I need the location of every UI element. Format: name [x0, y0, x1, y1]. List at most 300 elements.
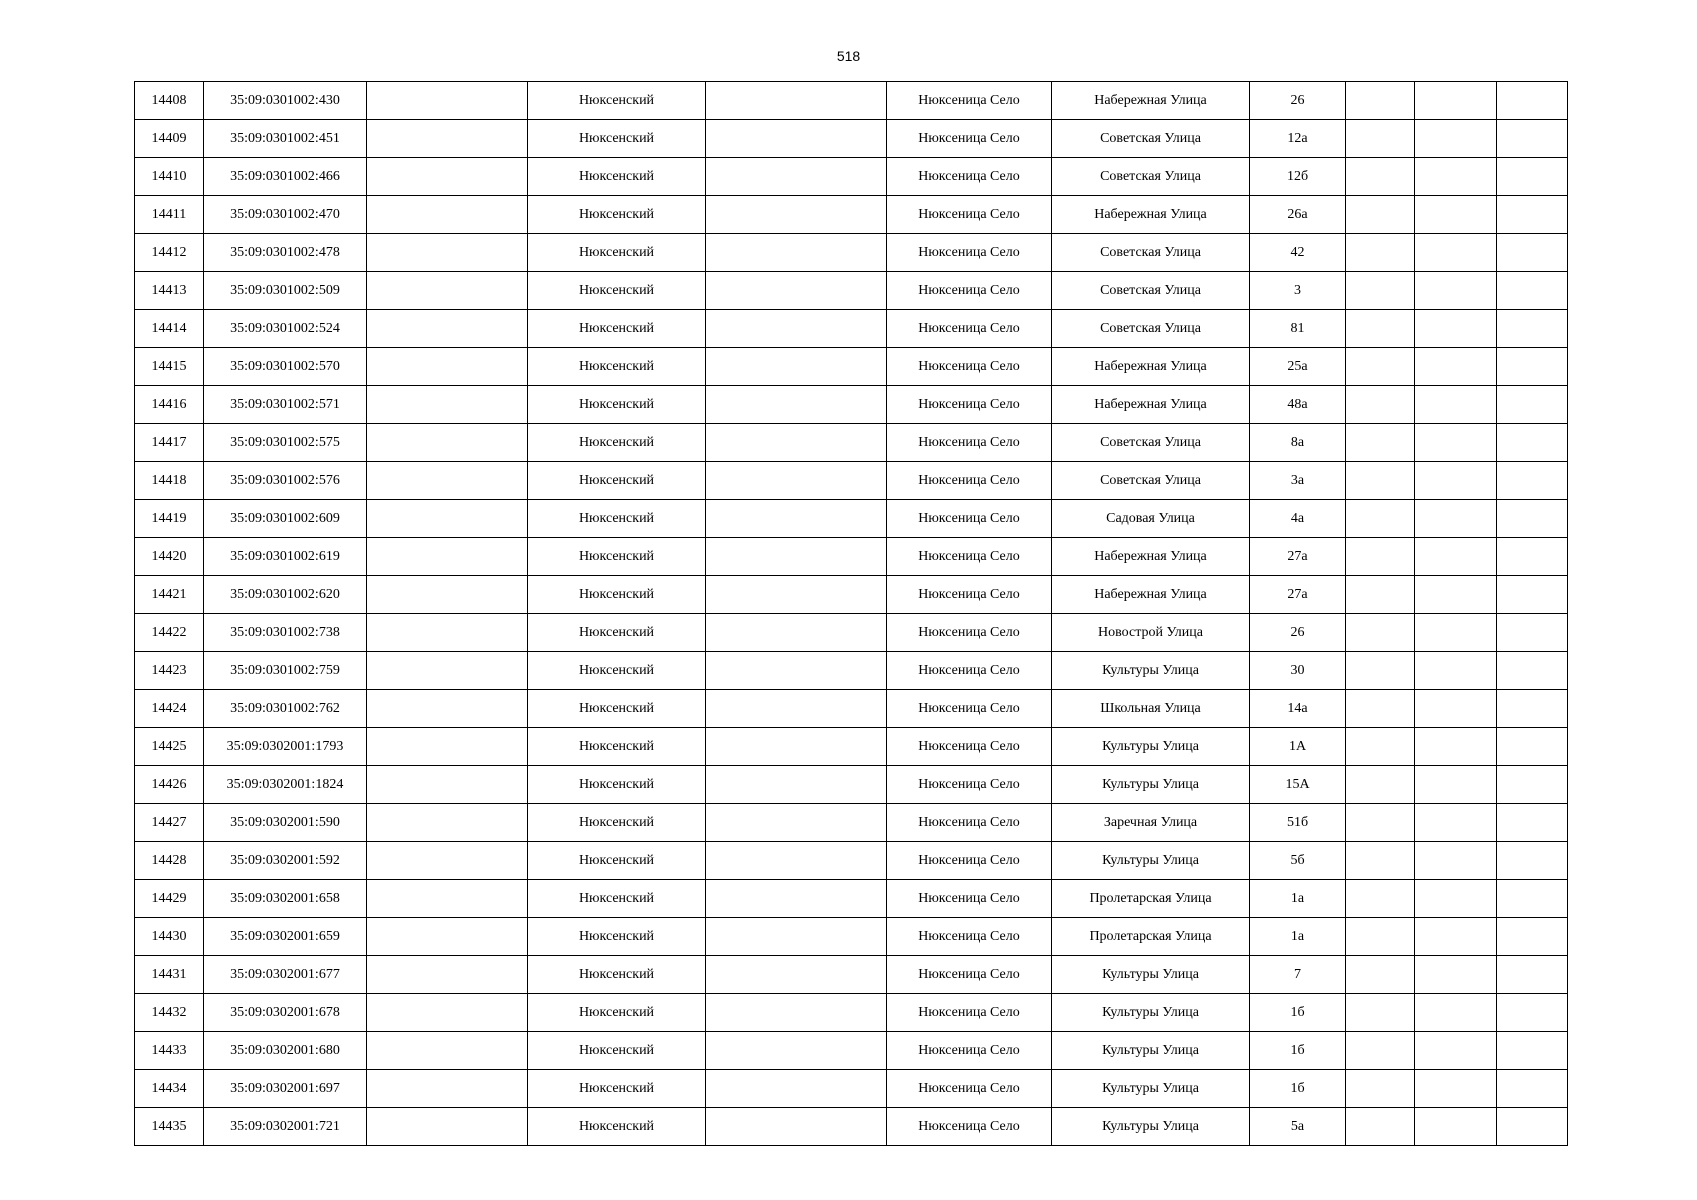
cell-district: Нюксенский — [528, 1070, 706, 1108]
cell-cadastral-number: 35:09:0302001:678 — [204, 994, 367, 1032]
table-row — [135, 766, 1568, 804]
cell-district: Нюксенский — [528, 652, 706, 690]
cell-district: Нюксенский — [528, 158, 706, 196]
cell-district: Нюксенский — [528, 82, 706, 120]
cell-empty — [1497, 82, 1568, 120]
cell-empty — [706, 956, 887, 994]
cell-street: Советская Улица — [1052, 120, 1250, 158]
cell-street: Культуры Улица — [1052, 1032, 1250, 1070]
cell-empty — [1497, 462, 1568, 500]
table-row — [135, 842, 1568, 880]
table-row — [135, 956, 1568, 994]
cell-empty — [1415, 272, 1497, 310]
cell-cadastral-number: 35:09:0301002:576 — [204, 462, 367, 500]
cell-locality: Нюксеница Село — [887, 994, 1052, 1032]
cell-empty — [367, 918, 528, 956]
cell-district: Нюксенский — [528, 994, 706, 1032]
cell-locality: Нюксеница Село — [887, 196, 1052, 234]
cell-empty — [706, 500, 887, 538]
cell-empty — [1346, 652, 1415, 690]
cell-empty — [1346, 576, 1415, 614]
cell-empty — [1415, 348, 1497, 386]
table-row — [135, 82, 1568, 120]
cell-empty — [1497, 1032, 1568, 1070]
cell-empty — [1346, 728, 1415, 766]
cell-street: Советская Улица — [1052, 158, 1250, 196]
cell-empty — [367, 804, 528, 842]
cell-district: Нюксенский — [528, 234, 706, 272]
table-row — [135, 120, 1568, 158]
cell-house-number: 26 — [1250, 82, 1346, 120]
cell-locality: Нюксеница Село — [887, 690, 1052, 728]
cell-record-number: 14414 — [135, 310, 204, 348]
cell-empty — [1497, 1108, 1568, 1146]
table-row — [135, 234, 1568, 272]
cell-record-number: 14419 — [135, 500, 204, 538]
cell-house-number: 12б — [1250, 158, 1346, 196]
table-row — [135, 994, 1568, 1032]
cell-house-number: 3а — [1250, 462, 1346, 500]
cell-empty — [1497, 272, 1568, 310]
cell-empty — [706, 728, 887, 766]
cell-house-number: 15А — [1250, 766, 1346, 804]
cell-empty — [1497, 842, 1568, 880]
cell-empty — [367, 576, 528, 614]
cell-empty — [367, 500, 528, 538]
cell-empty — [367, 690, 528, 728]
cell-record-number: 14410 — [135, 158, 204, 196]
cell-cadastral-number: 35:09:0301002:466 — [204, 158, 367, 196]
cell-empty — [706, 196, 887, 234]
cell-empty — [1346, 1032, 1415, 1070]
cell-street: Набережная Улица — [1052, 348, 1250, 386]
cell-street: Набережная Улица — [1052, 576, 1250, 614]
cell-empty — [1346, 424, 1415, 462]
cell-cadastral-number: 35:09:0302001:592 — [204, 842, 367, 880]
cell-empty — [1415, 1108, 1497, 1146]
cell-district: Нюксенский — [528, 386, 706, 424]
cell-street: Заречная Улица — [1052, 804, 1250, 842]
cell-cadastral-number: 35:09:0301002:509 — [204, 272, 367, 310]
cell-empty — [367, 994, 528, 1032]
cell-empty — [1497, 728, 1568, 766]
cell-house-number: 3 — [1250, 272, 1346, 310]
cell-cadastral-number: 35:09:0302001:659 — [204, 918, 367, 956]
cell-empty — [367, 348, 528, 386]
cell-empty — [1346, 120, 1415, 158]
cell-record-number: 14412 — [135, 234, 204, 272]
cell-empty — [706, 766, 887, 804]
cell-record-number: 14420 — [135, 538, 204, 576]
cell-street: Пролетарская Улица — [1052, 880, 1250, 918]
cell-street: Культуры Улица — [1052, 1070, 1250, 1108]
cell-empty — [1415, 652, 1497, 690]
cell-record-number: 14425 — [135, 728, 204, 766]
cell-street: Набережная Улица — [1052, 386, 1250, 424]
cell-house-number: 14а — [1250, 690, 1346, 728]
cell-house-number: 81 — [1250, 310, 1346, 348]
cell-locality: Нюксеница Село — [887, 538, 1052, 576]
cell-district: Нюксенский — [528, 766, 706, 804]
cell-district: Нюксенский — [528, 842, 706, 880]
cell-empty — [1415, 766, 1497, 804]
cell-empty — [1415, 234, 1497, 272]
cell-empty — [1497, 500, 1568, 538]
cell-locality: Нюксеница Село — [887, 614, 1052, 652]
cell-cadastral-number: 35:09:0301002:451 — [204, 120, 367, 158]
registry-table — [134, 81, 1568, 1146]
cell-street: Школьная Улица — [1052, 690, 1250, 728]
cell-empty — [1497, 956, 1568, 994]
cell-record-number: 14417 — [135, 424, 204, 462]
cell-empty — [1415, 120, 1497, 158]
cell-empty — [706, 994, 887, 1032]
cell-locality: Нюксеница Село — [887, 576, 1052, 614]
cell-empty — [1497, 1070, 1568, 1108]
cell-empty — [1346, 918, 1415, 956]
cell-street: Культуры Улица — [1052, 994, 1250, 1032]
cell-record-number: 14426 — [135, 766, 204, 804]
cell-district: Нюксенский — [528, 614, 706, 652]
cell-street: Советская Улица — [1052, 310, 1250, 348]
cell-empty — [706, 1070, 887, 1108]
cell-locality: Нюксеница Село — [887, 804, 1052, 842]
table-row — [135, 272, 1568, 310]
cell-empty — [1497, 310, 1568, 348]
cell-street: Культуры Улица — [1052, 956, 1250, 994]
cell-empty — [706, 842, 887, 880]
cell-house-number: 26 — [1250, 614, 1346, 652]
table-row — [135, 310, 1568, 348]
cell-record-number: 14408 — [135, 82, 204, 120]
cell-empty — [1415, 690, 1497, 728]
table-row — [135, 462, 1568, 500]
cell-locality: Нюксеница Село — [887, 272, 1052, 310]
cell-cadastral-number: 35:09:0302001:658 — [204, 880, 367, 918]
cell-district: Нюксенский — [528, 956, 706, 994]
table-row — [135, 728, 1568, 766]
cell-cadastral-number: 35:09:0302001:680 — [204, 1032, 367, 1070]
cell-empty — [1346, 1070, 1415, 1108]
cell-locality: Нюксеница Село — [887, 158, 1052, 196]
cell-locality: Нюксеница Село — [887, 500, 1052, 538]
cell-empty — [706, 386, 887, 424]
cell-empty — [706, 424, 887, 462]
cell-cadastral-number: 35:09:0302001:1824 — [204, 766, 367, 804]
table-row — [135, 158, 1568, 196]
cell-empty — [1415, 1032, 1497, 1070]
cell-empty — [1346, 158, 1415, 196]
cell-empty — [367, 766, 528, 804]
cell-empty — [367, 82, 528, 120]
cell-cadastral-number: 35:09:0301002:620 — [204, 576, 367, 614]
cell-record-number: 14435 — [135, 1108, 204, 1146]
table-row — [135, 538, 1568, 576]
cell-street: Культуры Улица — [1052, 1108, 1250, 1146]
cell-street: Советская Улица — [1052, 424, 1250, 462]
table-row — [135, 1108, 1568, 1146]
cell-empty — [1346, 196, 1415, 234]
cell-cadastral-number: 35:09:0301002:430 — [204, 82, 367, 120]
cell-locality: Нюксеница Село — [887, 386, 1052, 424]
cell-empty — [1415, 82, 1497, 120]
cell-locality: Нюксеница Село — [887, 918, 1052, 956]
cell-district: Нюксенский — [528, 538, 706, 576]
page-number: 518 — [836, 48, 861, 64]
cell-empty — [1415, 614, 1497, 652]
cell-street: Новострой Улица — [1052, 614, 1250, 652]
cell-district: Нюксенский — [528, 272, 706, 310]
cell-empty — [706, 234, 887, 272]
cell-empty — [1415, 918, 1497, 956]
cell-empty — [1415, 158, 1497, 196]
cell-district: Нюксенский — [528, 804, 706, 842]
cell-district: Нюксенский — [528, 424, 706, 462]
cell-empty — [367, 462, 528, 500]
cell-record-number: 14416 — [135, 386, 204, 424]
cell-street: Советская Улица — [1052, 462, 1250, 500]
cell-empty — [1415, 804, 1497, 842]
cell-house-number: 1б — [1250, 1032, 1346, 1070]
cell-house-number: 48а — [1250, 386, 1346, 424]
cell-record-number: 14431 — [135, 956, 204, 994]
cell-empty — [367, 234, 528, 272]
cell-empty — [1415, 424, 1497, 462]
cell-street: Культуры Улица — [1052, 766, 1250, 804]
cell-street: Садовая Улица — [1052, 500, 1250, 538]
cell-house-number: 1А — [1250, 728, 1346, 766]
cell-district: Нюксенский — [528, 1032, 706, 1070]
cell-empty — [1415, 462, 1497, 500]
cell-district: Нюксенский — [528, 576, 706, 614]
cell-record-number: 14423 — [135, 652, 204, 690]
cell-record-number: 14418 — [135, 462, 204, 500]
cell-record-number: 14429 — [135, 880, 204, 918]
cell-cadastral-number: 35:09:0301002:575 — [204, 424, 367, 462]
cell-record-number: 14422 — [135, 614, 204, 652]
cell-empty — [367, 652, 528, 690]
cell-house-number: 7 — [1250, 956, 1346, 994]
cell-empty — [1415, 310, 1497, 348]
table-row — [135, 880, 1568, 918]
cell-empty — [1346, 310, 1415, 348]
cell-empty — [1497, 690, 1568, 728]
cell-empty — [1346, 82, 1415, 120]
cell-cadastral-number: 35:09:0301002:478 — [204, 234, 367, 272]
cell-house-number: 26а — [1250, 196, 1346, 234]
table-row — [135, 614, 1568, 652]
cell-empty — [367, 196, 528, 234]
cell-empty — [1415, 196, 1497, 234]
cell-record-number: 14411 — [135, 196, 204, 234]
cell-cadastral-number: 35:09:0302001:1793 — [204, 728, 367, 766]
cell-empty — [1346, 348, 1415, 386]
cell-empty — [1415, 500, 1497, 538]
cell-record-number: 14433 — [135, 1032, 204, 1070]
cell-house-number: 5б — [1250, 842, 1346, 880]
cell-empty — [706, 652, 887, 690]
cell-empty — [367, 538, 528, 576]
cell-empty — [1346, 234, 1415, 272]
cell-empty — [1497, 994, 1568, 1032]
table-row — [135, 424, 1568, 462]
cell-empty — [1415, 956, 1497, 994]
cell-house-number: 1б — [1250, 1070, 1346, 1108]
cell-record-number: 14409 — [135, 120, 204, 158]
cell-record-number: 14427 — [135, 804, 204, 842]
cell-street: Советская Улица — [1052, 234, 1250, 272]
cell-district: Нюксенский — [528, 728, 706, 766]
cell-cadastral-number: 35:09:0301002:609 — [204, 500, 367, 538]
cell-locality: Нюксеница Село — [887, 842, 1052, 880]
cell-house-number: 8а — [1250, 424, 1346, 462]
cell-empty — [367, 1032, 528, 1070]
cell-house-number: 1б — [1250, 994, 1346, 1032]
cell-locality: Нюксеница Село — [887, 1108, 1052, 1146]
cell-locality: Нюксеница Село — [887, 82, 1052, 120]
cell-empty — [1346, 994, 1415, 1032]
table-row — [135, 348, 1568, 386]
cell-cadastral-number: 35:09:0301002:571 — [204, 386, 367, 424]
cell-house-number: 25а — [1250, 348, 1346, 386]
cell-street: Набережная Улица — [1052, 82, 1250, 120]
cell-empty — [706, 614, 887, 652]
cell-district: Нюксенский — [528, 690, 706, 728]
table-row — [135, 1070, 1568, 1108]
cell-empty — [1415, 728, 1497, 766]
cell-house-number: 42 — [1250, 234, 1346, 272]
cell-locality: Нюксеница Село — [887, 728, 1052, 766]
cell-district: Нюксенский — [528, 1108, 706, 1146]
cell-empty — [706, 1108, 887, 1146]
cell-house-number: 1а — [1250, 918, 1346, 956]
cell-empty — [706, 880, 887, 918]
cell-record-number: 14421 — [135, 576, 204, 614]
cell-empty — [367, 386, 528, 424]
cell-empty — [367, 614, 528, 652]
cell-cadastral-number: 35:09:0302001:721 — [204, 1108, 367, 1146]
table-row — [135, 918, 1568, 956]
table-row — [135, 196, 1568, 234]
cell-empty — [1346, 1108, 1415, 1146]
cell-empty — [1497, 158, 1568, 196]
cell-locality: Нюксеница Село — [887, 1032, 1052, 1070]
cell-empty — [706, 158, 887, 196]
cell-empty — [1346, 804, 1415, 842]
cell-cadastral-number: 35:09:0301002:570 — [204, 348, 367, 386]
cell-empty — [1497, 538, 1568, 576]
table-body — [135, 82, 1568, 1146]
table-row — [135, 652, 1568, 690]
cell-district: Нюксенский — [528, 196, 706, 234]
cell-empty — [1497, 424, 1568, 462]
cell-street: Набережная Улица — [1052, 196, 1250, 234]
cell-empty — [1497, 614, 1568, 652]
cell-locality: Нюксеница Село — [887, 462, 1052, 500]
cell-house-number: 27а — [1250, 576, 1346, 614]
cell-empty — [1346, 690, 1415, 728]
cell-cadastral-number: 35:09:0301002:619 — [204, 538, 367, 576]
cell-empty — [367, 1070, 528, 1108]
cell-empty — [1497, 766, 1568, 804]
cell-empty — [1497, 120, 1568, 158]
table-row — [135, 690, 1568, 728]
cell-empty — [1415, 880, 1497, 918]
cell-empty — [1346, 842, 1415, 880]
cell-empty — [706, 120, 887, 158]
cell-district: Нюксенский — [528, 310, 706, 348]
cell-empty — [1497, 576, 1568, 614]
cell-record-number: 14413 — [135, 272, 204, 310]
cell-record-number: 14424 — [135, 690, 204, 728]
cell-empty — [706, 310, 887, 348]
cell-empty — [706, 462, 887, 500]
cell-record-number: 14432 — [135, 994, 204, 1032]
cell-record-number: 14434 — [135, 1070, 204, 1108]
cell-empty — [706, 348, 887, 386]
cell-empty — [1346, 500, 1415, 538]
cell-locality: Нюксеница Село — [887, 880, 1052, 918]
cell-locality: Нюксеница Село — [887, 1070, 1052, 1108]
cell-empty — [1346, 538, 1415, 576]
table-row — [135, 386, 1568, 424]
cell-street: Советская Улица — [1052, 272, 1250, 310]
cell-cadastral-number: 35:09:0302001:697 — [204, 1070, 367, 1108]
cell-cadastral-number: 35:09:0301002:759 — [204, 652, 367, 690]
cell-empty — [1346, 766, 1415, 804]
cell-street: Набережная Улица — [1052, 538, 1250, 576]
cell-district: Нюксенский — [528, 918, 706, 956]
cell-house-number: 51б — [1250, 804, 1346, 842]
cell-empty — [1415, 538, 1497, 576]
cell-locality: Нюксеница Село — [887, 120, 1052, 158]
cell-record-number: 14428 — [135, 842, 204, 880]
cell-locality: Нюксеница Село — [887, 310, 1052, 348]
cell-cadastral-number: 35:09:0301002:738 — [204, 614, 367, 652]
cell-empty — [367, 956, 528, 994]
cell-cadastral-number: 35:09:0301002:762 — [204, 690, 367, 728]
cell-street: Культуры Улица — [1052, 728, 1250, 766]
cell-empty — [1346, 880, 1415, 918]
cell-empty — [1497, 804, 1568, 842]
cell-empty — [706, 576, 887, 614]
cell-district: Нюксенский — [528, 462, 706, 500]
cell-empty — [367, 1108, 528, 1146]
cell-empty — [706, 1032, 887, 1070]
cell-district: Нюксенский — [528, 348, 706, 386]
cell-record-number: 14415 — [135, 348, 204, 386]
cell-empty — [1497, 386, 1568, 424]
cell-street: Культуры Улица — [1052, 842, 1250, 880]
cell-locality: Нюксеница Село — [887, 766, 1052, 804]
cell-empty — [1415, 1070, 1497, 1108]
cell-empty — [1415, 576, 1497, 614]
table-row — [135, 1032, 1568, 1070]
cell-empty — [1346, 956, 1415, 994]
cell-street: Пролетарская Улица — [1052, 918, 1250, 956]
cell-house-number: 5а — [1250, 1108, 1346, 1146]
cell-empty — [706, 690, 887, 728]
cell-street: Культуры Улица — [1052, 652, 1250, 690]
cell-empty — [367, 158, 528, 196]
cell-empty — [1346, 462, 1415, 500]
cell-empty — [706, 804, 887, 842]
table-row — [135, 576, 1568, 614]
table-row — [135, 500, 1568, 538]
cell-house-number: 4а — [1250, 500, 1346, 538]
cell-empty — [1346, 614, 1415, 652]
cell-empty — [1497, 348, 1568, 386]
